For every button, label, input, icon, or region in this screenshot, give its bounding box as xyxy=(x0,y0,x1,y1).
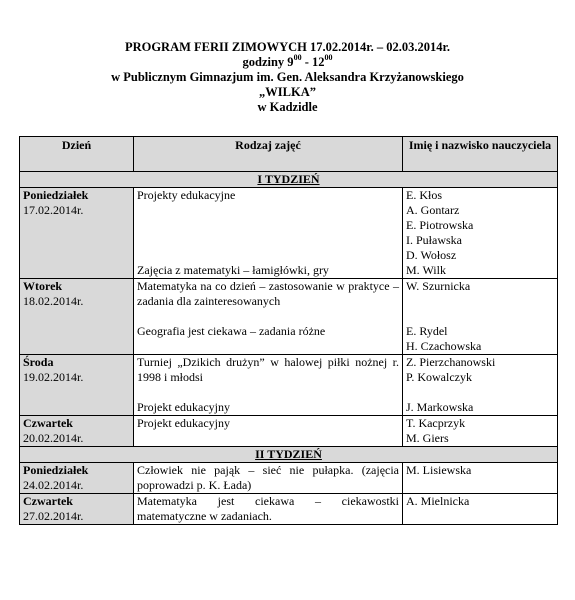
teacher-name: Z. Pierzchanowski xyxy=(406,355,496,369)
day-name: Czwartek xyxy=(23,494,73,508)
table-header-row xyxy=(20,137,558,172)
activity-cell xyxy=(134,494,403,525)
activity-text: Człowiek nie pająk – sieć nie pułapka. (zajęcia poprowadzi p. K. Łada) xyxy=(137,463,399,492)
teacher-name: M. Giers xyxy=(406,431,449,445)
activity-text: Matematyka na co dzień – zastosowanie w praktyce – zadania dla zainteresowanych xyxy=(137,279,399,308)
school-name: w Publicznym Gimnazjum im. Gen. Aleksandra Krzyżanowskiego xyxy=(111,70,464,84)
activity-cell xyxy=(134,355,403,416)
activity-text: Matematyka jest ciekawa – ciekawostki matematyczne w zadaniach. xyxy=(137,494,399,523)
column-header-day: Dzień xyxy=(20,137,134,172)
day-name: Środa xyxy=(23,355,54,369)
activity-text: Projekt edukacyjny xyxy=(137,400,230,414)
teacher-name: I. Puławska xyxy=(406,233,462,247)
day-cell xyxy=(20,463,134,494)
day-name: Poniedziałek xyxy=(23,463,89,477)
school-nickname: „WILKA” xyxy=(259,85,316,99)
activity-cell xyxy=(134,279,403,355)
teacher-cell xyxy=(403,355,558,416)
activity-cell xyxy=(134,188,403,279)
week-title: II TYDZIEŃ xyxy=(20,447,558,463)
teacher-name: J. Markowska xyxy=(406,400,474,414)
column-header-activity: Rodzaj zajęć xyxy=(134,137,403,172)
teacher-cell xyxy=(403,494,558,525)
teacher-name: E. Kłos xyxy=(406,188,442,202)
day-cell xyxy=(20,494,134,525)
teacher-name: A. Mielnicka xyxy=(406,494,470,508)
table-row xyxy=(20,416,558,447)
day-cell xyxy=(20,355,134,416)
day-date: 18.02.2014r. xyxy=(23,294,84,308)
activity-text: Projekty edukacyjne xyxy=(137,188,236,202)
table-row xyxy=(20,355,558,416)
table-row xyxy=(20,188,558,279)
week-row xyxy=(20,447,558,463)
week-row xyxy=(20,172,558,188)
day-date: 17.02.2014r. xyxy=(23,203,84,217)
program-hours: godziny $9^{00} - 12^{00}$ xyxy=(242,52,333,69)
teacher-name: M. Lisiewska xyxy=(406,463,472,477)
day-name: Czwartek xyxy=(23,416,73,430)
activity-text: Zajęcia z matematyki – łamigłówki, gry xyxy=(137,263,329,277)
day-date: 20.02.2014r. xyxy=(23,431,84,445)
teacher-name: E. Piotrowska xyxy=(406,218,474,232)
day-date: 27.02.2014r. xyxy=(23,509,84,523)
teacher-name: A. Gontarz xyxy=(406,203,460,217)
table-row xyxy=(20,494,558,525)
day-cell xyxy=(20,188,134,279)
table-row xyxy=(20,279,558,355)
day-name: Wtorek xyxy=(23,279,63,293)
teacher-cell xyxy=(403,188,558,279)
activity-cell xyxy=(134,463,403,494)
column-header-teacher: Imię i nazwisko nauczyciela xyxy=(403,137,558,172)
table-row xyxy=(20,463,558,494)
teacher-name: M. Wilk xyxy=(406,263,446,277)
day-date: 24.02.2014r. xyxy=(23,478,84,492)
school-location: w Kadzidle xyxy=(257,100,318,114)
activity-text: Projekt edukacyjny xyxy=(137,416,230,430)
teacher-name: E. Rydel xyxy=(406,324,448,338)
week-title: I TYDZIEŃ xyxy=(20,172,558,188)
document-header xyxy=(0,40,575,115)
day-name: Poniedziałek xyxy=(23,188,89,202)
program-title: PROGRAM FERII ZIMOWYCH 17.02.2014r. – 02.03.2014r. xyxy=(124,40,451,54)
schedule-table xyxy=(19,136,558,525)
teacher-cell xyxy=(403,416,558,447)
teacher-name: H. Czachowska xyxy=(406,339,482,353)
teacher-cell xyxy=(403,463,558,494)
teacher-name: D. Wołosz xyxy=(406,248,457,262)
activity-text: Turniej „Dzikich drużyn” w halowej piłki nożnej r. 1998 i młodsi xyxy=(137,355,399,384)
teacher-name: P. Kowalczyk xyxy=(406,370,472,384)
day-date: 19.02.2014r. xyxy=(23,370,84,384)
teacher-name: W. Szurnicka xyxy=(406,279,471,293)
teacher-cell xyxy=(403,279,558,355)
day-cell xyxy=(20,416,134,447)
day-cell xyxy=(20,279,134,355)
teacher-name: T. Kacprzyk xyxy=(406,416,466,430)
activity-cell xyxy=(134,416,403,447)
activity-text: Geografia jest ciekawa – zadania różne xyxy=(137,324,326,338)
